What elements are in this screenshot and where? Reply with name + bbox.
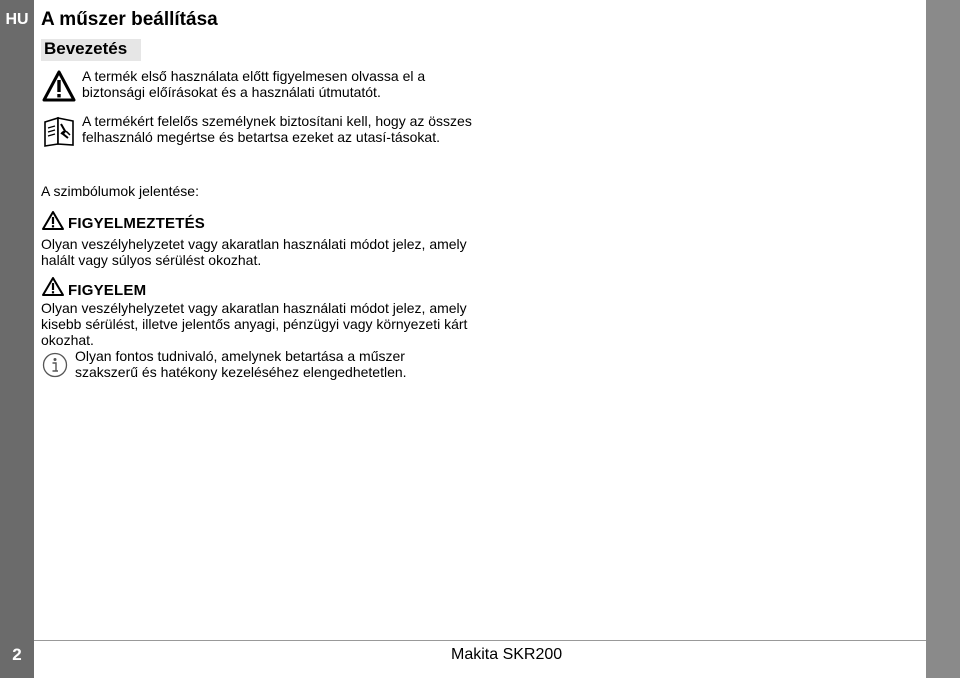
footer-product-name: Makita SKR200 — [451, 646, 563, 663]
intro-warning-text: A termék első használata előtt figyelmesen olvassa el a biztonsági előírásokat és a használati útmutatót. — [82, 68, 426, 100]
manual-book-icon — [42, 114, 76, 148]
symbols-intro: A szimbólumok jelentése: — [41, 183, 199, 199]
caution-heading-icon — [41, 276, 65, 297]
info-icon — [42, 352, 68, 378]
warning-heading-icon — [41, 210, 65, 231]
caution-heading: FIGYELEM — [68, 282, 147, 299]
warning-description: Olyan veszélyhelyzetet vagy akaratlan használati módot jelez, amely halált vagy súlyos sérülést okozhat. — [41, 236, 467, 268]
language-code: HU — [5, 11, 29, 28]
section-heading-box — [41, 39, 141, 61]
intro-manual-text: A termékért felelős személynek biztosítani kell, hogy az összes felhasználó megértse és betartsa ezeket az utasí-tásokat. — [82, 113, 472, 145]
section-heading: Bevezetés — [44, 39, 128, 58]
footer-divider — [34, 640, 926, 641]
info-text: Olyan fontos tudnivaló, amelynek betartása a műszer szakszerű és hatékony kezeléséhez elengedhetetlen. — [75, 348, 407, 380]
right-edge-bar — [926, 0, 960, 678]
warning-triangle-icon — [42, 70, 76, 102]
left-sidebar-bar — [0, 0, 34, 678]
page-number: 2 — [12, 645, 22, 664]
caution-description: Olyan veszélyhelyzetet vagy akaratlan használati módot jelez, amely kisebb sérülést, illetve jelentős anyagi, pénzügyi vagy környezeti kárt okozhat. — [41, 300, 468, 348]
page-title: A műszer beállítása — [41, 9, 218, 30]
warning-heading: FIGYELMEZTETÉS — [68, 215, 205, 232]
